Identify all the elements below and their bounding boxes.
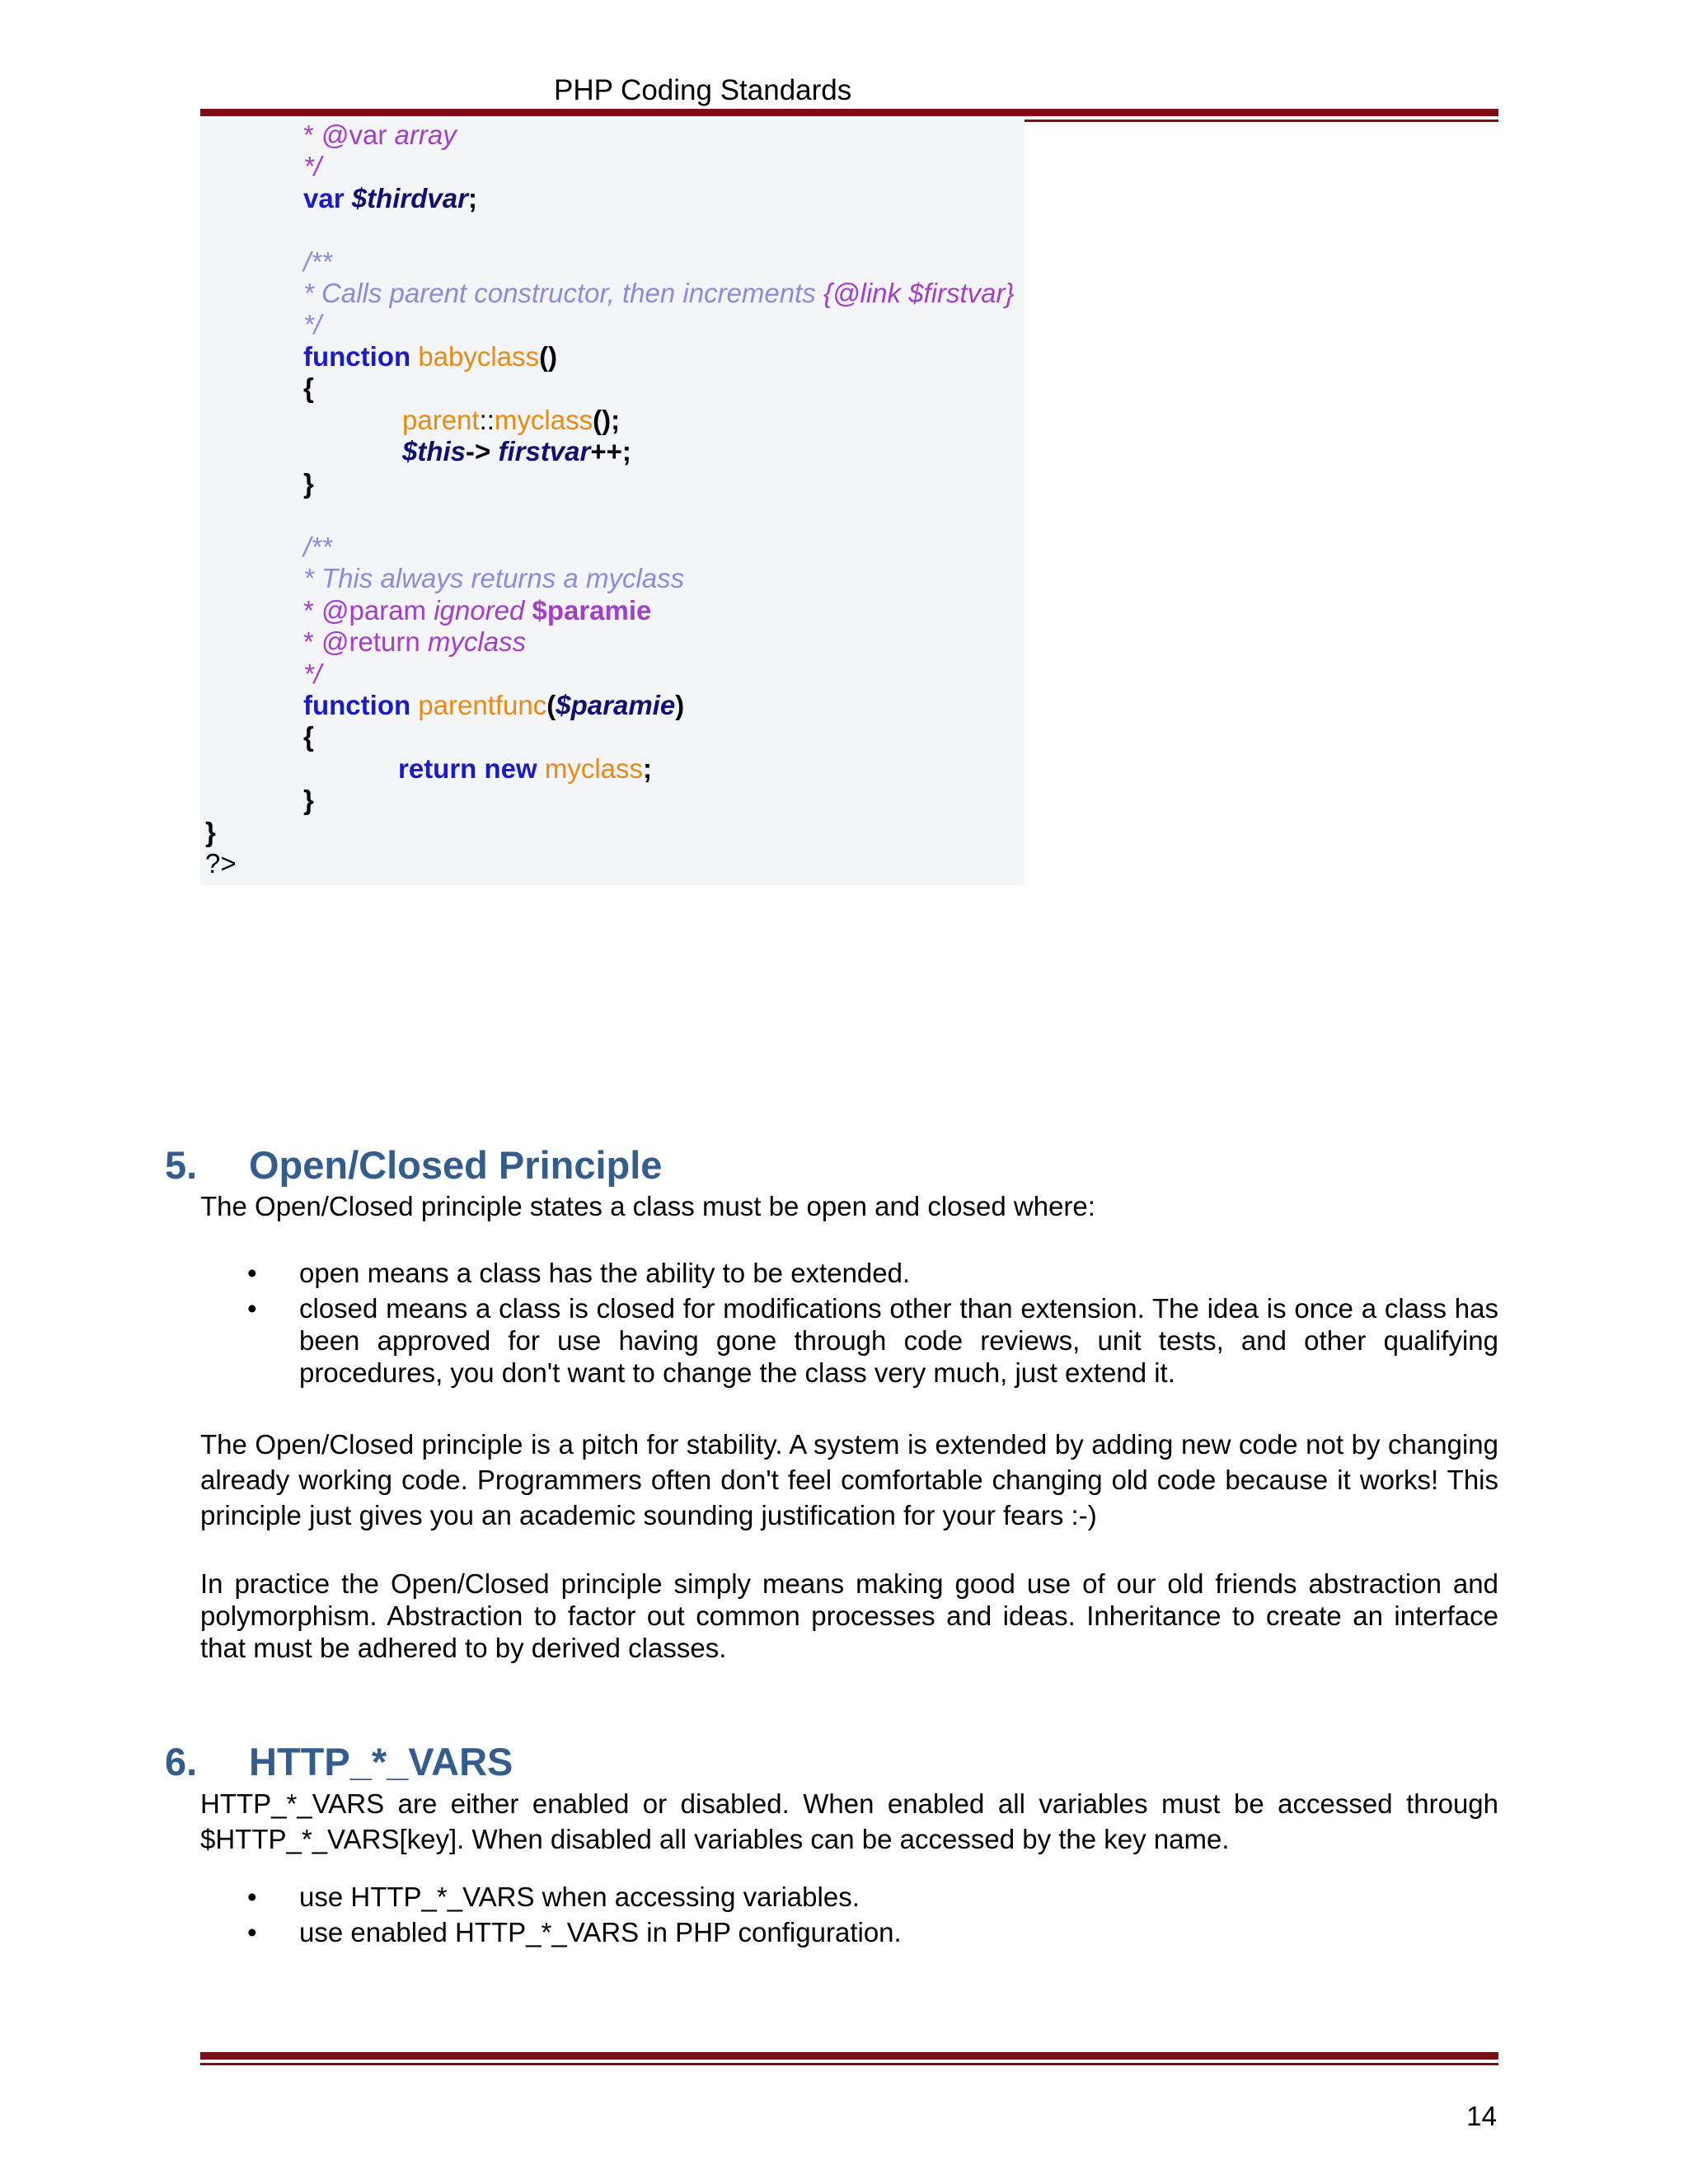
- code-line: */: [303, 309, 322, 340]
- section5-bullet-list: [200, 1257, 1498, 1389]
- code-line: return new myclass;: [398, 753, 653, 784]
- footer-rule: [200, 2052, 1498, 2065]
- page-number: 14: [1466, 2101, 1497, 2131]
- section-heading-http-vars: 6. HTTP_*_VARS: [165, 1740, 513, 1783]
- code-line: var $thirdvar;: [303, 183, 477, 213]
- code-line: {: [303, 373, 314, 403]
- code-line: function parentfunc($paramie): [303, 690, 685, 720]
- code-line: }: [303, 468, 314, 499]
- section5-paragraph-practice: In practice the Open/Closed principle simply means making good use of our old friends abstraction and polymorphism. Abstraction to factor out common processes and ideas. Inheritance to create an interface that must be adhered to by derived classes.: [200, 1568, 1498, 1663]
- code-line: function babyclass(): [303, 341, 558, 372]
- list-item: • open means a class has the ability to be extended.: [247, 1258, 911, 1288]
- section6-bullet-list: [200, 1881, 1498, 1948]
- code-line: {: [303, 721, 314, 752]
- list-item: • use enabled HTTP_*_VARS in PHP configuration.: [247, 1917, 902, 1947]
- code-block: [200, 119, 1025, 885]
- code-line: /**: [303, 246, 332, 277]
- code-line: parent::myclass();: [402, 405, 621, 435]
- code-line: }: [205, 817, 216, 847]
- section-heading-open-closed: 5. Open/Closed Principle: [165, 1143, 663, 1187]
- code-line: $this-> firstvar++;: [402, 436, 631, 466]
- code-line: /**: [303, 532, 332, 562]
- code-line: * @param ignored $paramie: [303, 595, 652, 626]
- section6-intro: HTTP_*_VARS are either enabled or disabled. When enabled all variables must be accessed through $HTTP_*_VARS[key]. When disabled all variables can be accessed by the key name.: [200, 1788, 1498, 1854]
- code-line: * Calls parent constructor, then increments {@link $firstvar}: [303, 278, 1015, 308]
- code-line: * This always returns a myclass: [303, 563, 685, 593]
- section5-intro: The Open/Closed principle states a class must be open and closed where:: [200, 1191, 1095, 1221]
- list-item: • use HTTP_*_VARS when accessing variables.: [247, 1882, 860, 1912]
- code-line: ?>: [205, 848, 237, 879]
- code-line: * @var array: [303, 120, 457, 150]
- code-line: }: [303, 785, 314, 815]
- code-line: * @return myclass: [303, 626, 527, 657]
- section5-paragraph-stability: The Open/Closed principle is a pitch for stability. A system is extended by adding new code not by changing already working code. Programmers often don't feel comfortable changing old code because it works! This principle just gives you an academic sounding justification for your fears :-): [200, 1429, 1498, 1530]
- code-line: */: [303, 151, 322, 181]
- code-line: */: [303, 658, 322, 689]
- list-item: • closed means a class is closed for modifications other than extension. The idea is once a class has been approved for use having gone through code reviews, unit tests, and other qualifying procedures, you don't want to change the class very much, just extend it.: [247, 1293, 1498, 1388]
- page-header-title: PHP Coding Standards: [554, 74, 852, 106]
